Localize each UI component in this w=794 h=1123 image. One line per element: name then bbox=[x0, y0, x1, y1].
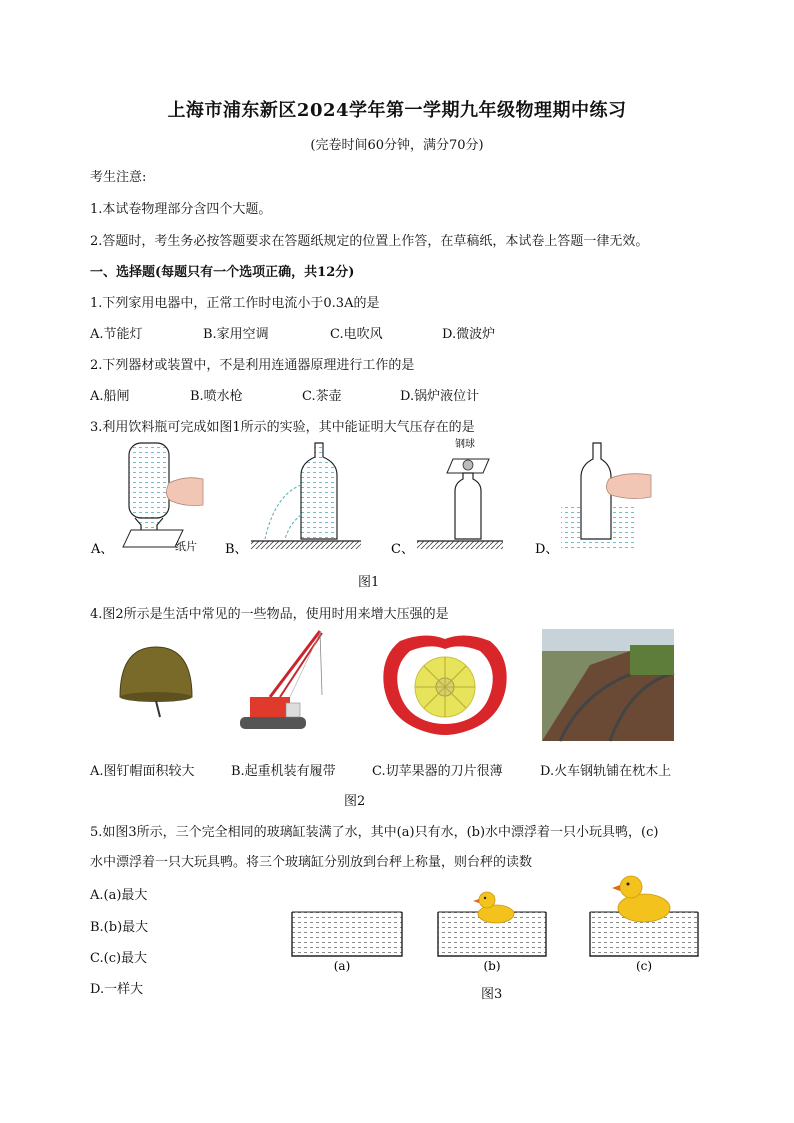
figure-1-label-d: D、 bbox=[535, 542, 559, 557]
figure-1d-bottle-in-water bbox=[561, 443, 651, 551]
question-5-stem-cont: 水中漂浮着一只大玩具鸭。将三个玻璃缸分别放到台秤上称量，则台秤的读数 bbox=[90, 855, 533, 870]
q5-option-d: D.一样大 bbox=[90, 982, 144, 997]
figure-2 bbox=[90, 625, 680, 750]
question-4-stem: 4.图2所示是生活中常见的一些物品，使用时用来增大压强的是 bbox=[90, 607, 449, 622]
crane-image bbox=[240, 631, 322, 729]
figure-1-label-a: A、 bbox=[91, 542, 114, 557]
question-2-stem: 2.下列器材或装置中，不是利用连通器原理进行工作的是 bbox=[90, 358, 415, 373]
question-1-stem: 1.下列家用电器中，正常工作时电流小于0.3A的是 bbox=[90, 296, 380, 311]
q1-option-a: A.节能灯 bbox=[90, 327, 143, 342]
tank-b-label: (b) bbox=[483, 959, 501, 973]
q2-option-a: A.船闸 bbox=[90, 389, 130, 404]
q4-option-d: D.火车钢轨铺在枕木上 bbox=[540, 764, 672, 779]
notice-heading: 考生注意: bbox=[90, 170, 147, 185]
q4-option-a: A.图钉帽面积较大 bbox=[90, 764, 195, 779]
notice-item: 1.本试卷物理部分含四个大题。 bbox=[90, 202, 272, 217]
q2-option-c: C.茶壶 bbox=[302, 389, 342, 404]
figure-3 bbox=[286, 870, 706, 980]
apple-slicer-image bbox=[383, 635, 506, 735]
question-3-stem: 3.利用饮料瓶可完成如图1所示的实验，其中能证明大气压存在的是 bbox=[90, 420, 475, 435]
q5-option-c: C.(c)最大 bbox=[90, 951, 148, 966]
pushpin-image bbox=[120, 647, 192, 717]
page-title: 上海市浦东新区2024学年第一学期九年级物理期中练习 bbox=[167, 100, 627, 121]
q1-option-b: B.家用空调 bbox=[203, 327, 269, 342]
notice-item: 2.答题时，考生务必按答题要求在答题纸规定的位置上作答，在草稿纸，本试卷上答题一律无效。 bbox=[90, 234, 649, 249]
section-title: 一、选择题(每题只有一个选项正确，共12分) bbox=[90, 265, 355, 280]
figure-1-label-c: C、 bbox=[391, 542, 414, 557]
railway-image bbox=[542, 629, 674, 741]
question-5-stem: 5.如图3所示，三个完全相同的玻璃缸装满了水，其中(a)只有水，(b)水中漂浮着一只小玩具鸭，(c) bbox=[90, 825, 659, 840]
q1-option-d: D.微波炉 bbox=[442, 327, 496, 342]
ball-label: 钢球 bbox=[455, 439, 475, 450]
q5-option-b: B.(b)最大 bbox=[90, 920, 149, 935]
q5-option-a: A.(a)最大 bbox=[90, 888, 148, 903]
exam-info: (完卷时间60分钟，满分70分) bbox=[310, 138, 484, 153]
q2-option-d: D.锅炉液位计 bbox=[400, 389, 480, 404]
figure-1-caption: 图1 bbox=[358, 575, 380, 590]
q2-option-b: B.喷水枪 bbox=[190, 389, 243, 404]
q4-option-c: C.切苹果器的刀片很薄 bbox=[372, 764, 503, 779]
tank-a bbox=[292, 912, 402, 956]
figure-2-caption: 图2 bbox=[344, 794, 366, 809]
figure-1-label-b: B、 bbox=[225, 542, 248, 557]
figure-1 bbox=[85, 435, 705, 565]
tank-a-label: (a) bbox=[333, 959, 351, 973]
q4-option-b: B.起重机装有履带 bbox=[231, 764, 336, 779]
figure-1c-bottle-with-ball bbox=[417, 459, 503, 549]
q1-option-c: C.电吹风 bbox=[330, 327, 383, 342]
tank-c-label: (c) bbox=[635, 959, 653, 973]
figure-1a-inverted-bottle bbox=[123, 443, 203, 547]
figure-1b-bottle-with-holes bbox=[251, 443, 361, 549]
figure-3-caption: 图3 bbox=[481, 987, 503, 1002]
paper-label: 纸片 bbox=[175, 540, 197, 553]
